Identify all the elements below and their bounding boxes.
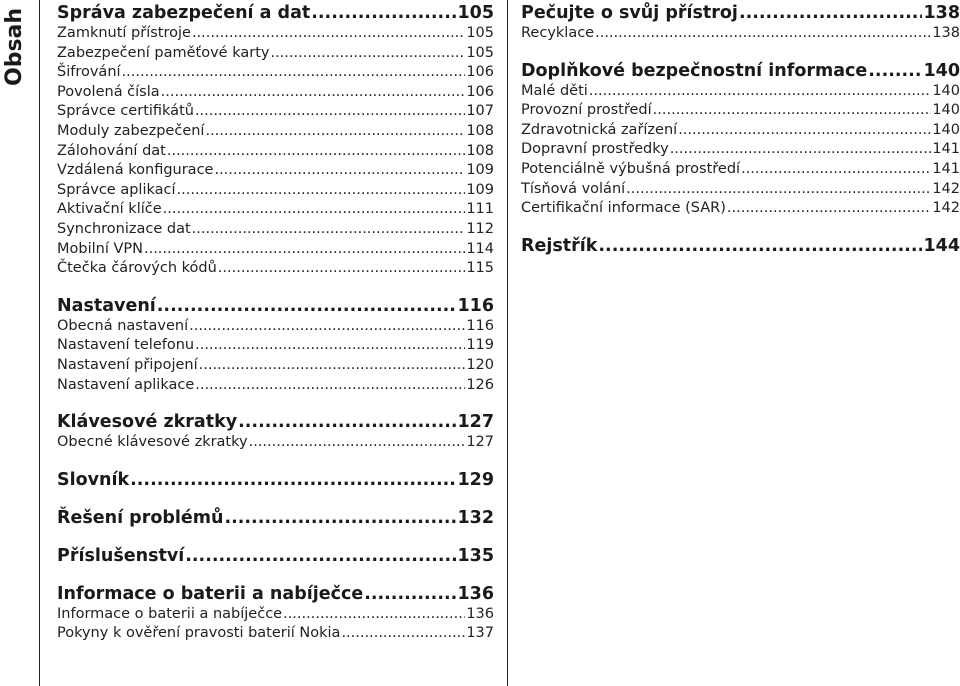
toc-entry-label: Provozní prostředí xyxy=(521,102,652,119)
page-number: 126 xyxy=(466,376,494,393)
toc-entry-label: Synchronizace dat xyxy=(57,220,191,237)
toc-entry-label: Zdravotnická zařízení xyxy=(521,121,678,138)
toc-heading[interactable] xyxy=(521,60,960,82)
toc-entry[interactable] xyxy=(521,180,960,200)
toc-entry-label: Nastavení telefonu xyxy=(57,337,195,354)
toc-entry-label: Mobilní VPN xyxy=(57,240,143,257)
toc-heading-label: Nastavení xyxy=(57,295,156,316)
toc-entry-label: Vzdálená konfigurace xyxy=(57,162,214,179)
toc-entry[interactable] xyxy=(521,160,960,180)
toc-left-column xyxy=(57,2,494,660)
toc-entry[interactable] xyxy=(57,24,494,44)
page-number: 140 xyxy=(932,121,960,138)
dot-leader xyxy=(670,140,932,160)
toc-entry[interactable] xyxy=(521,82,960,102)
toc-entry[interactable] xyxy=(57,83,494,103)
toc-heading[interactable] xyxy=(57,507,494,529)
toc-entry[interactable] xyxy=(57,142,494,162)
dot-leader xyxy=(589,82,932,102)
toc-entry[interactable] xyxy=(57,200,494,220)
toc-heading[interactable] xyxy=(57,545,494,567)
toc-entry-label: Tísňová volání xyxy=(521,180,626,197)
page-number: 111 xyxy=(466,201,494,218)
dot-leader xyxy=(122,63,466,83)
toc-section xyxy=(521,235,960,257)
toc-section xyxy=(57,469,494,491)
dot-leader xyxy=(283,605,465,625)
page-title: Obsah xyxy=(2,8,27,87)
toc-entry-label: Zamknutí přístroje xyxy=(57,25,191,41)
toc-heading-label: Slovník xyxy=(57,469,130,490)
page-number: 116 xyxy=(457,295,494,316)
dot-leader xyxy=(364,583,456,605)
toc-section xyxy=(57,545,494,567)
page-number: 140 xyxy=(932,102,960,119)
page-number: 140 xyxy=(932,82,960,99)
dot-leader xyxy=(218,259,466,279)
toc-entry-label: Šifrování xyxy=(57,64,121,81)
toc-entry-label: Čtečka čárových kódů xyxy=(57,260,217,277)
page-number: 106 xyxy=(466,64,494,81)
toc-section xyxy=(57,583,494,644)
toc-entry[interactable] xyxy=(57,240,494,260)
dot-leader xyxy=(192,24,465,44)
toc-entry[interactable] xyxy=(57,102,494,122)
dot-leader xyxy=(595,24,931,44)
toc-heading[interactable] xyxy=(57,583,494,605)
toc-entry-label: Potenciálně výbušná prostředí xyxy=(521,160,741,177)
dot-leader xyxy=(130,469,456,491)
toc-heading[interactable] xyxy=(521,235,960,257)
toc-heading-label: Doplňkové bezpečnostní informace xyxy=(521,60,868,81)
dot-leader xyxy=(163,200,466,220)
toc-entry-label: Zabezpečení paměťové karty xyxy=(57,44,270,61)
toc-entry-label: Nastavení připojení xyxy=(57,356,198,373)
dot-leader xyxy=(199,356,466,376)
dot-leader xyxy=(598,235,922,257)
toc-section xyxy=(57,411,494,453)
dot-leader xyxy=(189,317,465,337)
page-number: 129 xyxy=(457,469,494,490)
toc-entry[interactable] xyxy=(521,199,960,219)
dot-leader xyxy=(270,44,465,64)
page-number: 141 xyxy=(932,160,960,177)
dot-leader xyxy=(185,545,456,567)
toc-entry-label: Informace o baterii a nabíječce xyxy=(57,605,283,622)
toc-entry[interactable] xyxy=(57,220,494,240)
toc-heading-label: Rejstřík xyxy=(521,235,598,256)
page-number: 136 xyxy=(466,605,494,622)
toc-heading[interactable] xyxy=(521,2,960,24)
dot-leader xyxy=(739,2,923,24)
toc-entry[interactable] xyxy=(57,624,494,644)
dot-leader xyxy=(224,507,456,529)
dot-leader xyxy=(626,180,931,200)
page-number: 127 xyxy=(466,434,494,451)
dot-leader xyxy=(341,624,465,644)
dot-leader xyxy=(157,295,457,317)
toc-entry-label: Aktivační klíče xyxy=(57,201,162,218)
toc-section xyxy=(57,507,494,529)
dot-leader xyxy=(868,60,922,82)
page-number: 115 xyxy=(466,260,494,277)
toc-entry-label: Dopravní prostředky xyxy=(521,141,669,158)
dot-leader xyxy=(311,2,456,24)
left-divider xyxy=(39,0,40,686)
page-number: 105 xyxy=(457,3,494,23)
page-number: 135 xyxy=(457,545,494,566)
toc-entry[interactable] xyxy=(57,63,494,83)
toc-section xyxy=(57,2,494,279)
toc-entry[interactable] xyxy=(57,259,494,279)
toc-entry-label: Správce aplikací xyxy=(57,181,176,198)
page-number: 138 xyxy=(923,3,960,23)
toc-entry[interactable] xyxy=(57,376,494,396)
dot-leader xyxy=(678,121,931,141)
dot-leader xyxy=(727,199,931,219)
page-number: 142 xyxy=(932,200,960,217)
toc-entry-label: Moduly zabezpečení xyxy=(57,122,205,139)
dot-leader xyxy=(195,102,465,122)
toc-section xyxy=(521,60,960,219)
toc-entry[interactable] xyxy=(521,121,960,141)
dot-leader xyxy=(161,83,466,103)
toc-entry[interactable] xyxy=(57,161,494,181)
page-number: 109 xyxy=(466,181,494,198)
toc-entry[interactable] xyxy=(57,44,494,64)
toc-entry-label: Správce certifikátů xyxy=(57,103,194,120)
toc-heading-label: Správa zabezpečení a dat xyxy=(57,3,311,23)
page-number: 120 xyxy=(466,356,494,373)
toc-heading-label: Informace o baterii a nabíječce xyxy=(57,583,364,604)
toc-entry[interactable] xyxy=(57,181,494,201)
page-number: 106 xyxy=(466,83,494,100)
dot-leader xyxy=(205,122,465,142)
page-number: 112 xyxy=(466,220,494,237)
page-number: 132 xyxy=(457,507,494,528)
page-number: 108 xyxy=(466,142,494,159)
toc-entry[interactable] xyxy=(57,433,494,453)
toc-entry-label: Certifikační informace (SAR) xyxy=(521,200,726,217)
dot-leader xyxy=(144,240,465,260)
toc-entry-label: Povolená čísla xyxy=(57,83,160,100)
dot-leader xyxy=(249,433,466,453)
center-divider xyxy=(507,0,508,686)
toc-entry[interactable] xyxy=(521,140,960,160)
page-number: 109 xyxy=(466,162,494,179)
page-number: 138 xyxy=(932,25,960,41)
page-number: 140 xyxy=(923,60,960,81)
toc-entry-label: Obecná nastavení xyxy=(57,317,189,334)
page-number: 119 xyxy=(466,337,494,354)
page-number: 136 xyxy=(457,583,494,604)
toc-heading[interactable] xyxy=(57,469,494,491)
toc-heading[interactable] xyxy=(57,295,494,317)
page-number: 116 xyxy=(466,317,494,334)
page-number: 137 xyxy=(466,625,494,642)
page-number: 108 xyxy=(466,122,494,139)
page-number: 105 xyxy=(466,25,494,41)
toc-entry-label: Pokyny k ověření pravosti baterií Nokia xyxy=(57,625,341,642)
toc-entry[interactable] xyxy=(57,317,494,337)
toc-heading-label: Pečujte o svůj přístroj xyxy=(521,3,738,23)
page-number: 127 xyxy=(457,412,494,433)
toc-right-column xyxy=(521,2,960,273)
toc-heading-label: Řešení problémů xyxy=(57,507,224,528)
dot-leader xyxy=(167,142,465,162)
toc-entry[interactable] xyxy=(57,122,494,142)
toc-entry-label: Nastavení aplikace xyxy=(57,376,195,393)
toc-entry-label: Recyklace xyxy=(521,25,595,41)
page-number: 105 xyxy=(466,44,494,61)
dot-leader xyxy=(195,336,465,356)
page-number: 114 xyxy=(466,240,494,257)
toc-section xyxy=(521,2,960,44)
toc-heading[interactable] xyxy=(57,411,494,433)
dot-leader xyxy=(192,220,466,240)
toc-heading[interactable] xyxy=(57,2,494,24)
toc-entry-label: Zálohování dat xyxy=(57,142,166,159)
toc-entry[interactable] xyxy=(521,24,960,44)
page-number: 144 xyxy=(923,235,960,256)
toc-section xyxy=(57,295,494,395)
toc-heading-label: Příslušenství xyxy=(57,545,185,566)
dot-leader xyxy=(653,101,932,121)
dot-leader xyxy=(741,160,931,180)
toc-entry[interactable] xyxy=(521,101,960,121)
page-number: 141 xyxy=(932,141,960,158)
page-number: 142 xyxy=(932,180,960,197)
dot-leader xyxy=(214,161,465,181)
toc-entry-label: Malé děti xyxy=(521,82,588,99)
toc-heading-label: Klávesové zkratky xyxy=(57,412,238,433)
page-number: 107 xyxy=(466,103,494,120)
toc-entry[interactable] xyxy=(57,336,494,356)
dot-leader xyxy=(195,376,465,396)
toc-entry[interactable] xyxy=(57,356,494,376)
toc-entry[interactable] xyxy=(57,605,494,625)
toc-entry-label: Obecné klávesové zkratky xyxy=(57,434,248,451)
dot-leader xyxy=(238,411,456,433)
dot-leader xyxy=(177,181,466,201)
